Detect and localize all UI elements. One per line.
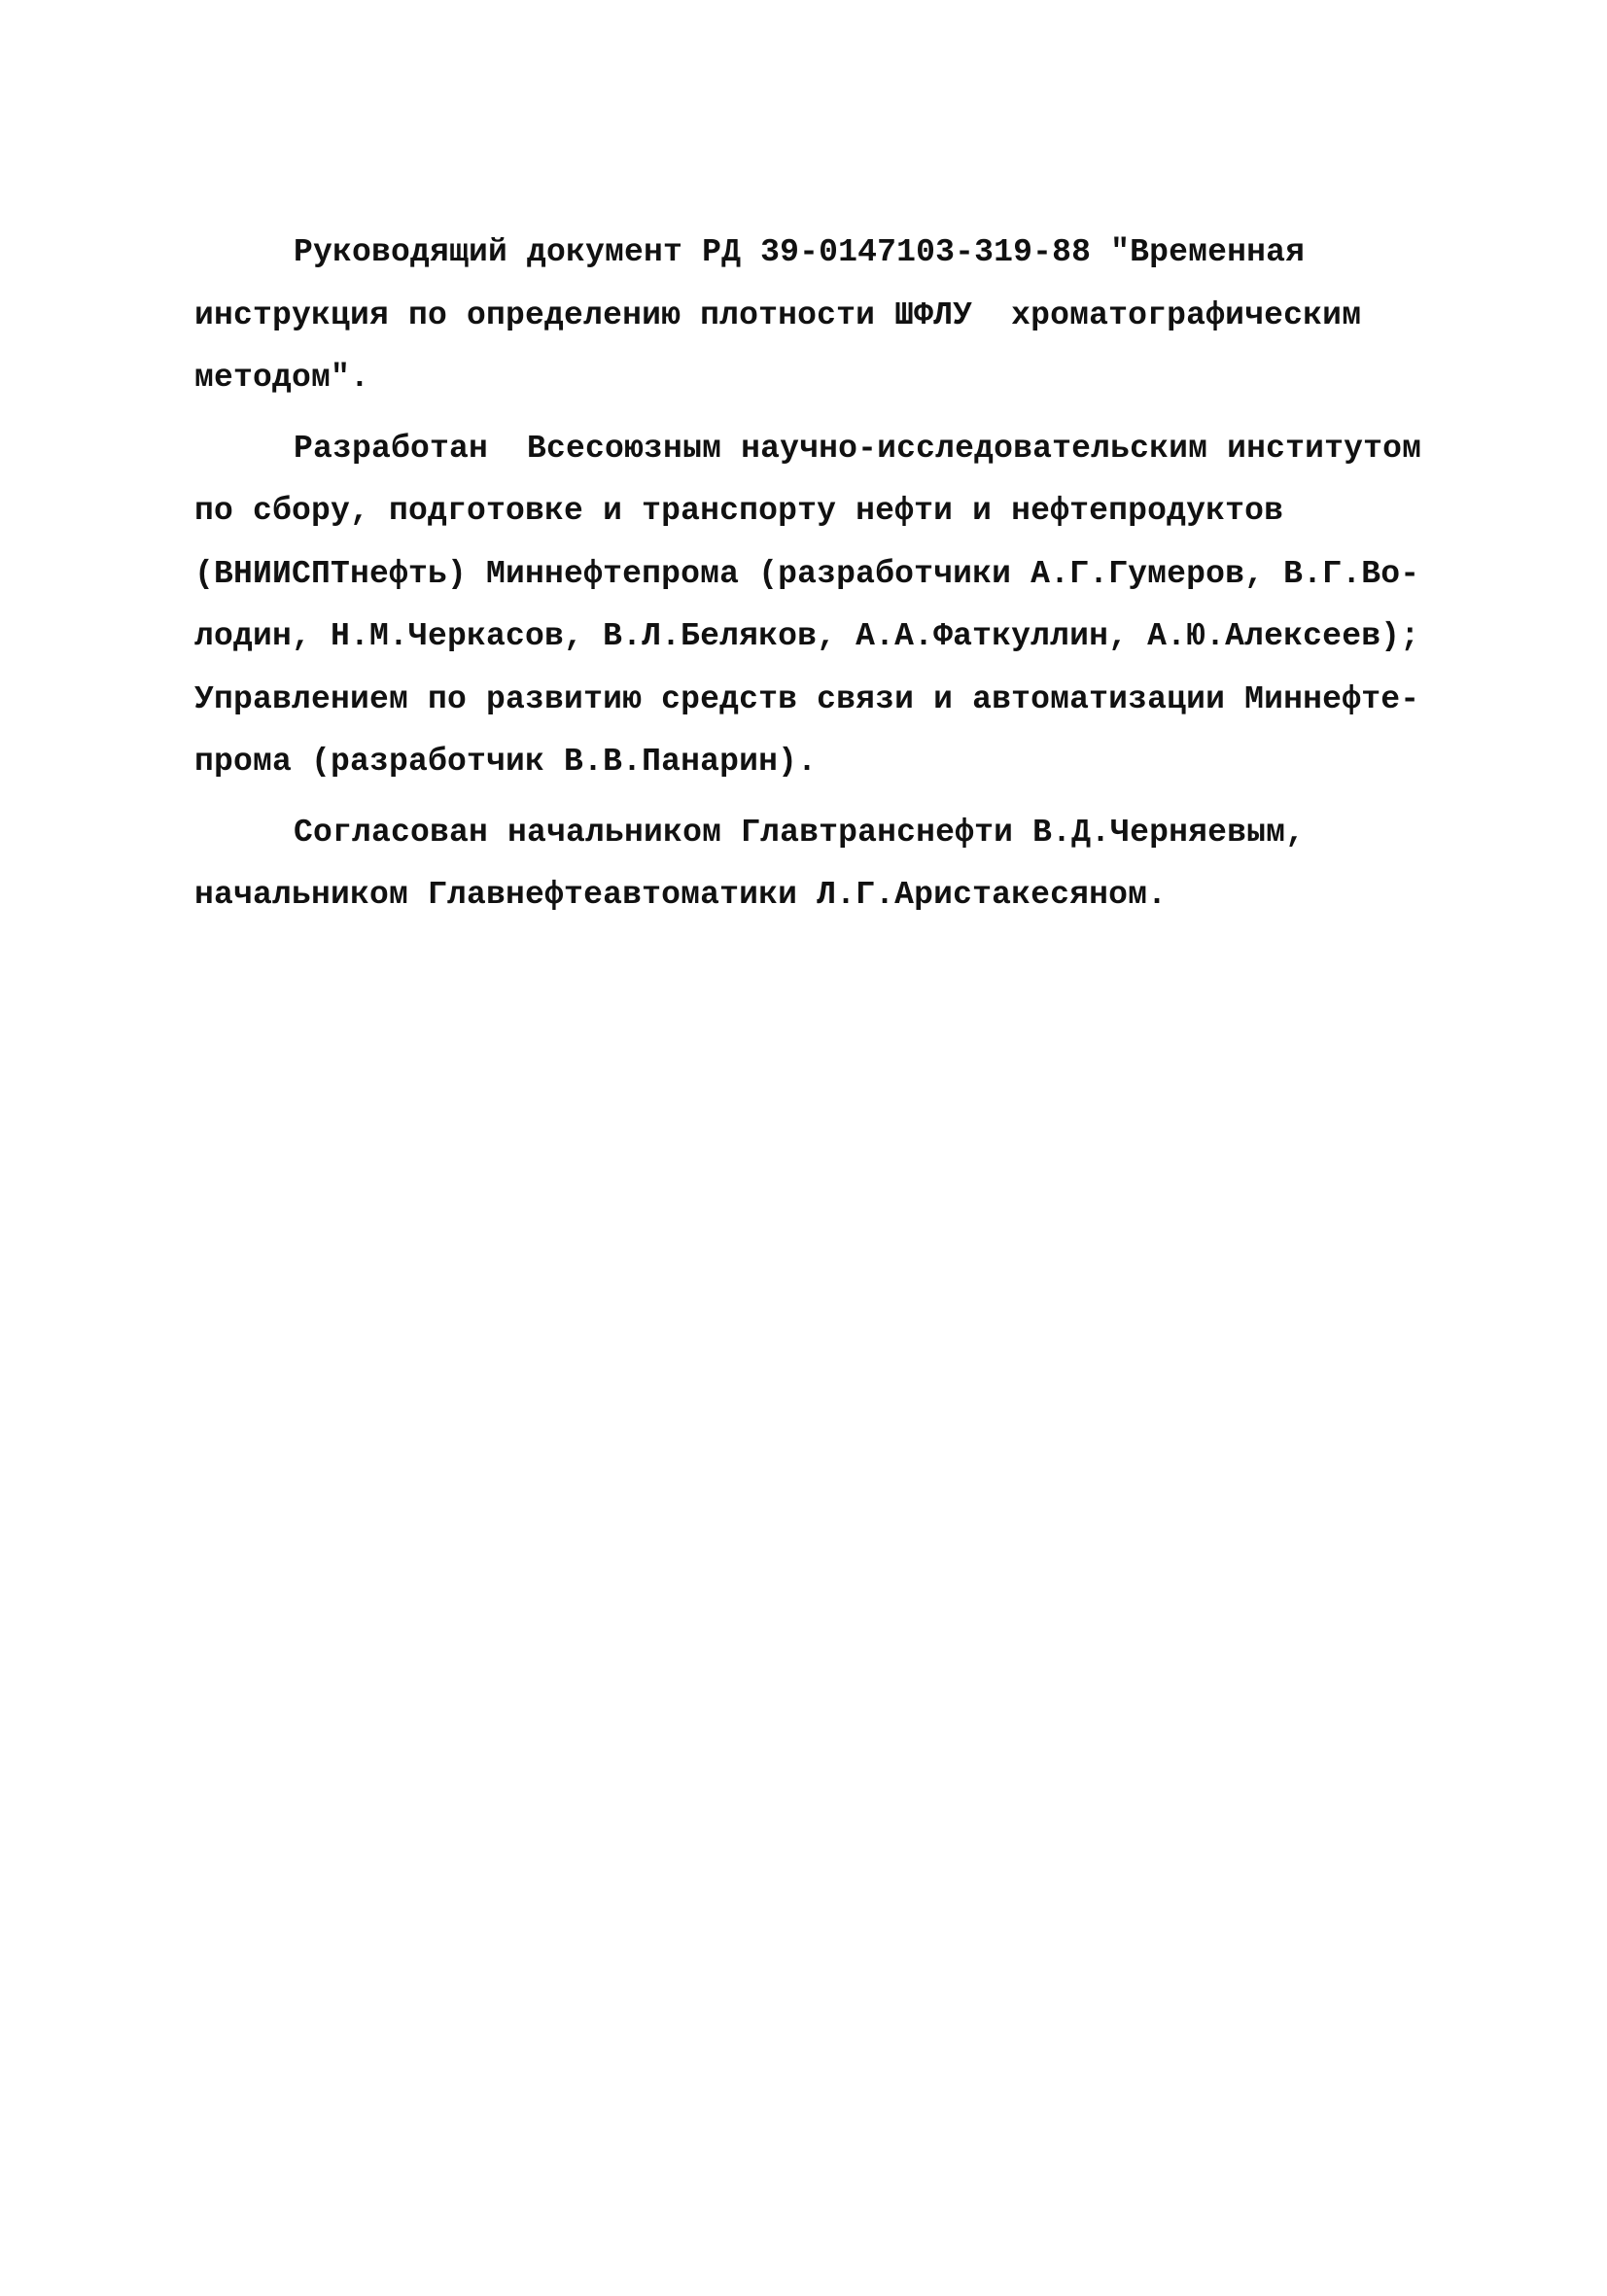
text-line: инструкция по определению плотности ШФЛУ хроматографическим (194, 296, 1362, 333)
text-line: Разработан Всесоюзным научно-исследовательским институтом (294, 430, 1422, 467)
paragraph-developed-by (194, 418, 1439, 794)
document-text (194, 222, 1439, 927)
text-line: прома (разработчик В.В.Панарин). (194, 744, 818, 780)
text-line: начальником Главнефтеавтоматики Л.Г.Аристакесяном. (194, 877, 1168, 913)
text-line: (ВНИИСПТнефть) Миннефтепрома (разработчики А.Г.Гумеров, В.Г.Во- (194, 555, 1420, 592)
text-line: методом". (194, 360, 370, 396)
text-line: лодин, Н.М.Черкасов, В.Л.Беляков, А.А.Фаткуллин, А.Ю.Алексеев); (194, 618, 1420, 654)
paragraph-approved-by (194, 802, 1439, 927)
text-line: Руководящий документ РД 39-0147103-319-88 "Временная (294, 234, 1306, 270)
paragraph-document-designation (194, 222, 1439, 410)
text-line: Управлением по развитию средств связи и автоматизации Миннефте- (194, 680, 1420, 717)
text-line: Согласован начальником Главтранснефти В.Д.Черняевым, (294, 814, 1306, 851)
text-line: по сбору, подготовке и транспорту нефти и нефтепродуктов (194, 493, 1284, 529)
